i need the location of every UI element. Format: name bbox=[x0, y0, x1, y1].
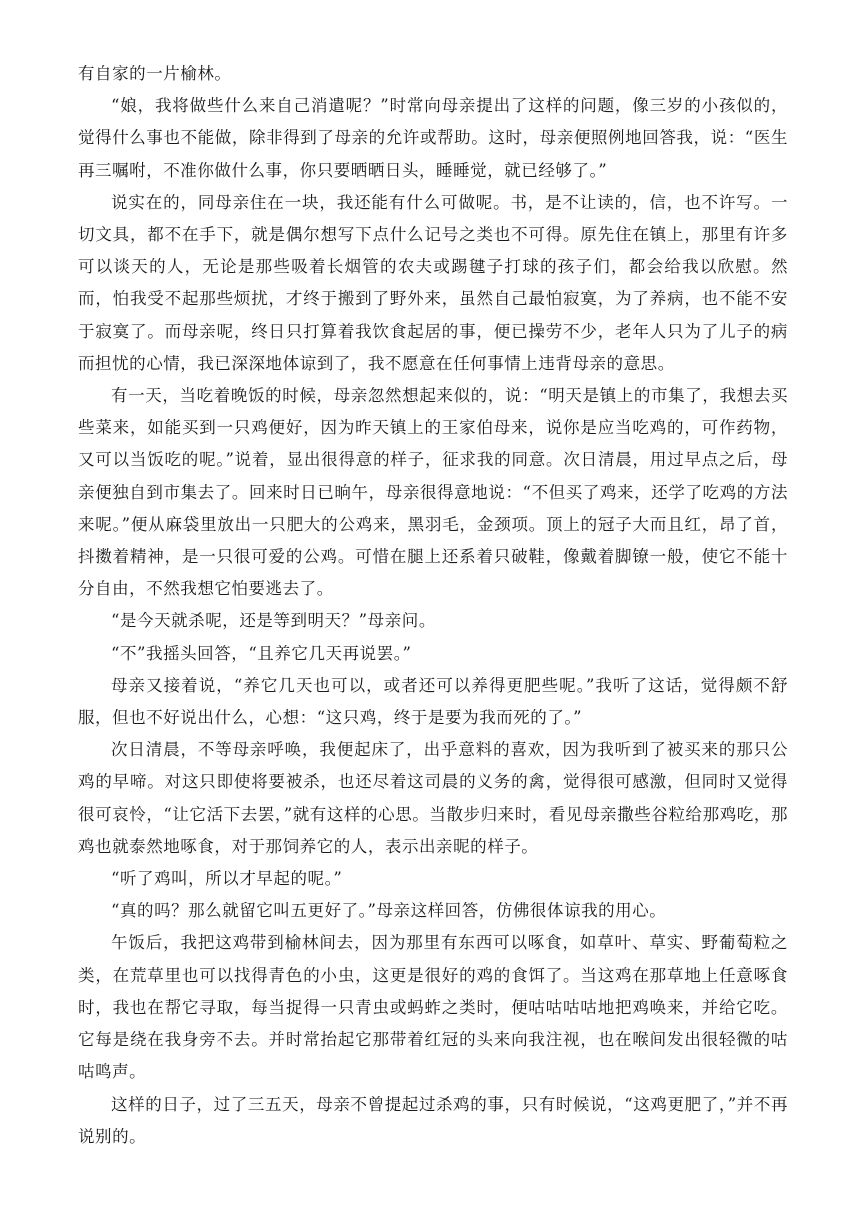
paragraph: “真的吗？那么就留它叫五更好了。”母亲这样回答，仿佛很体谅我的用心。 bbox=[111, 901, 667, 921]
paragraph: 午饭后，我把这鸡带到榆林间去，因为那里有东西可以啄食，如草叶、草实、野葡萄粒之类，在荒草里也可以找得青色的小虫，这更是很好的鸡的食饵了。当这鸡在那草地上任意啄食时，我也在帮它寻取，每当捉得一只青虫或蚂蚱之类时，便咕咕咕咕地把鸡唤来，并给它吃。它每是绕在我身旁不去。并时常抬起它那带着红冠的头来向我注视，也在喉间发出很轻微的咕咕鸣声。 bbox=[78, 933, 788, 1082]
paragraph: “娘，我将做些什么来自己消遣呢？”时常向母亲提出了这样的问题，像三岁的小孩似的，觉得什么事也不能做，除非得到了母亲的允许或帮助。这时，母亲便照例地回答我，说：“医生再三嘱咐，不准你做什么事，你只要晒晒日头，睡睡觉，就已经够了。” bbox=[78, 96, 788, 180]
document-page bbox=[78, 58, 788, 1153]
paragraph: 这样的日子，过了三五天，母亲不曾提起过杀鸡的事，只有时候说，“这鸡更肥了，”并不再说别的。 bbox=[78, 1094, 788, 1146]
paragraph: 说实在的，同母亲住在一块，我还能有什么可做呢。书，是不让读的，信，也不许写。一切文具，都不在手下，就是偶尔想写下点什么记号之类也不可得。原先住在镇上，那里有许多可以谈天的人，无论是那些吸着长烟管的农夫或踢毽子打球的孩子们，都会给我以欣慰。然而，怕我受不起那些烦扰，才终于搬到了野外来，虽然自己最怕寂寞，为了养病，也不能不安于寂寞了。而母亲呢，终日只打算着我饮食起居的事，便已操劳不少，老年人只为了儿子的病而担忧的心情，我已深深地体谅到了，我不愿意在任何事情上违背母亲的意思。 bbox=[78, 192, 788, 373]
paragraph: 母亲又接着说，“养它几天也可以，或者还可以养得更肥些呢。”我听了这话，觉得颇不舒服，但也不好说出什么，心想：“这只鸡，终于是要为我而死的了。” bbox=[78, 675, 788, 728]
paragraph: 次日清晨，不等母亲呼唤，我便起床了，出乎意料的喜欢，因为我听到了被买来的那只公鸡的早啼。对这只即使将要被杀，也还尽着这司晨的义务的禽，觉得很可感激，但同时又觉得很可哀怜，“让它活下去罢，”就有这样的心思。当散步归来时，看见母亲撒些谷粒给那鸡吃，那鸡也就泰然地啄食，对于那饲养它的人，表示出亲昵的样子。 bbox=[78, 740, 788, 856]
paragraph: 有自家的一片榆林。 bbox=[78, 64, 232, 83]
paragraph: “是今天就杀呢，还是等到明天？”母亲问。 bbox=[111, 611, 436, 631]
paragraph: “不”我摇头回答，“且养它几天再说罢。” bbox=[111, 643, 412, 663]
paragraph: 有一天，当吃着晚饭的时候，母亲忽然想起来似的，说：“明天是镇上的市集了，我想去买些菜来，如能买到一只鸡便好，因为昨天镇上的王家伯母来，说你是应当吃鸡的，可作药物，又可以当饭吃的呢。”说着，显出很得意的样子，征求我的同意。次日清晨，用过早点之后，母亲便独自到市集去了。回来时日已晌午，母亲很得意地说：“不但买了鸡来，还学了吃鸡的方法来呢。”便从麻袋里放出一只肥大的公鸡来，黑羽毛，金颈项。顶上的冠子大而且红，昂了首，抖擞着精神，是一只很可爱的公鸡。可惜在腿上还系着只破鞋，像戴着脚镣一般，使它不能十分自由，不然我想它怕要逃去了。 bbox=[78, 386, 788, 599]
paragraph: “听了鸡叫，所以才早起的呢。” bbox=[111, 869, 343, 889]
